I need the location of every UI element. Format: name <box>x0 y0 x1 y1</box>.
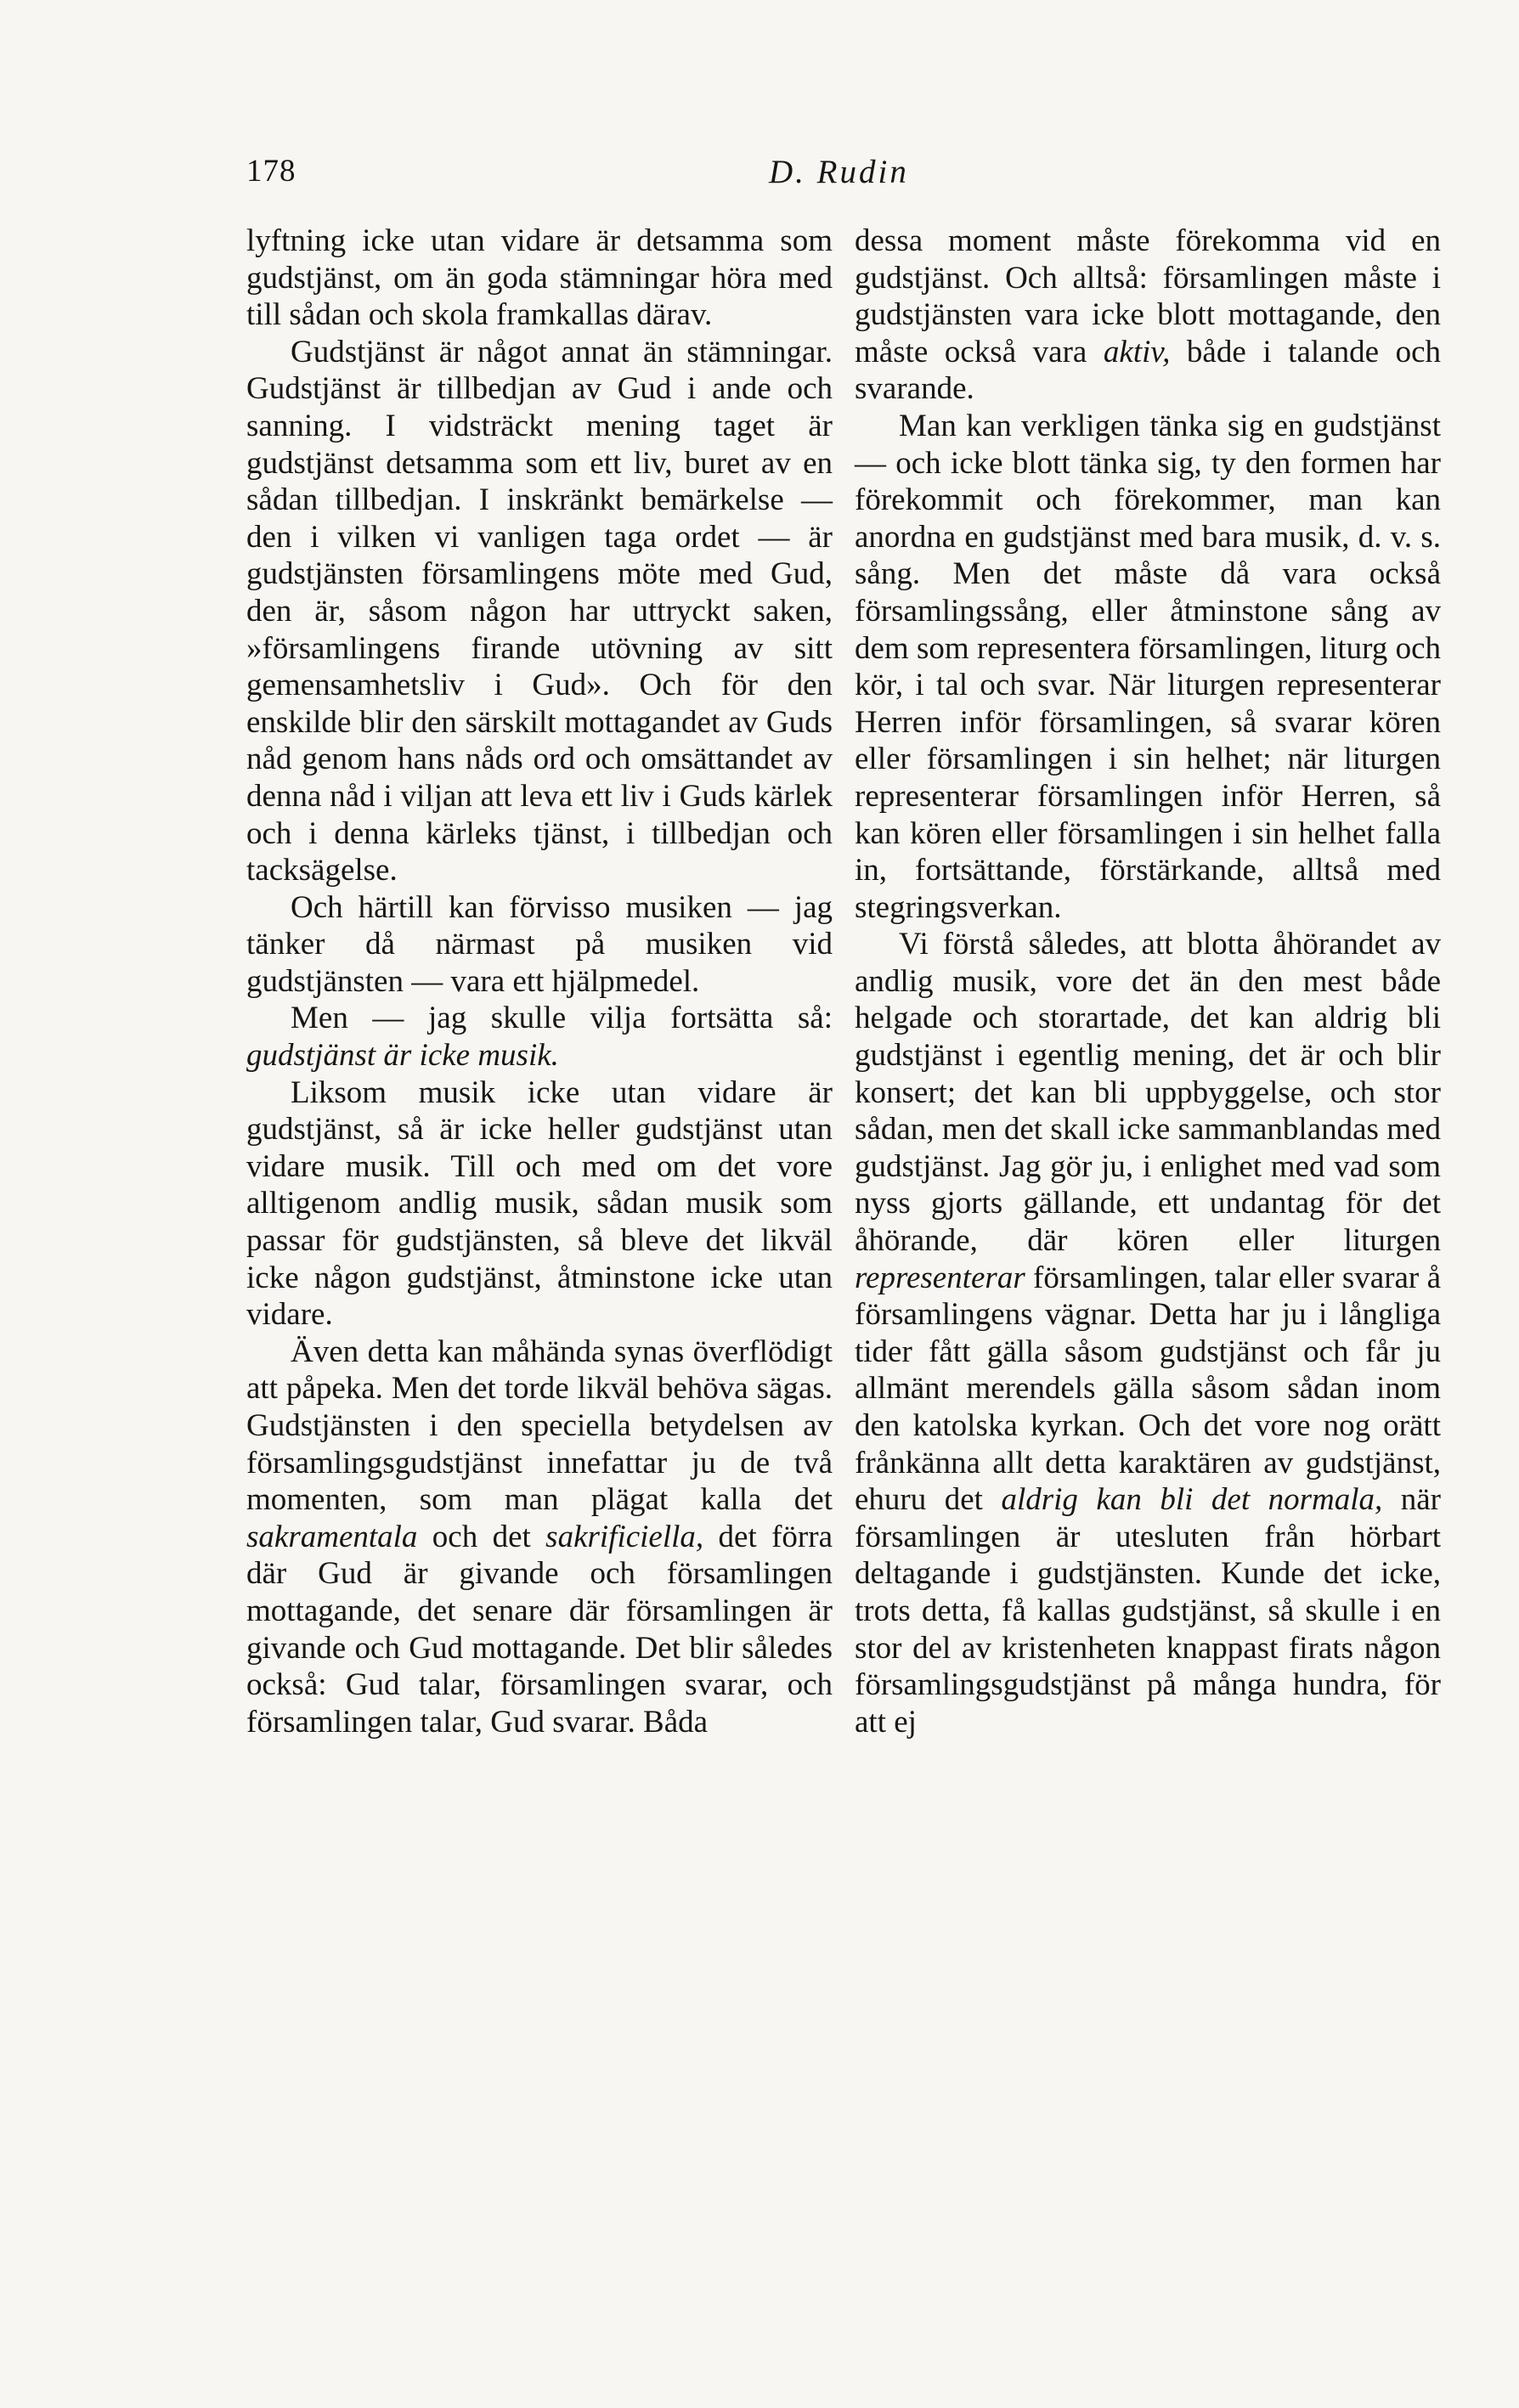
text-run: dessa moment måste förekomma vid en gudstjänst. Och alltså: församlingen måste i gudstjänsten vara icke blott mottagande, den måste också vara <box>855 223 1441 369</box>
paragraph: Och härtill kan förvisso musiken — jag tänker då närmast på musiken vid gudstjänsten — vara ett hjälpmedel. <box>246 889 833 999</box>
text-run: när församlingen är utesluten från hörbart deltagande i gudstjänsten. Kunde det icke, trots detta, få kallas gudstjänst, så skulle i en stor del av kristenheten knappast firats någon församlingsgudstjänst på många hundra, för att ej <box>855 1482 1441 1740</box>
emphasis: aktiv, <box>1103 334 1171 369</box>
right-column <box>855 223 1441 1740</box>
paragraph: lyftning icke utan vidare är detsamma som gudstjänst, om än goda stämningar höra med till sådan och skola framkallas därav. <box>246 223 833 333</box>
running-head: D. Rudin <box>769 154 909 190</box>
paragraph <box>855 926 1441 1740</box>
paragraph <box>855 223 1441 408</box>
emphasis: aldrig kan bli det normala, <box>1001 1482 1383 1518</box>
emphasis: gudstjänst är icke musik. <box>246 1038 559 1074</box>
left-column <box>246 223 833 1740</box>
page-number: 178 <box>246 154 296 189</box>
text-run: det förra där Gud är givande och församlingen mottagande, det senare där församlingen är givande och Gud mottagande. Det blir således också: Gud talar, församlingen svarar, och församlingen talar, Gud svarar. Båda <box>246 1519 833 1740</box>
text-run: och det <box>417 1519 546 1554</box>
paragraph <box>246 1334 833 1741</box>
emphasis: sakrificiella, <box>545 1519 704 1554</box>
text-run: Vi förstå således, att blotta åhörandet av andlig musik, vore det än den mest både helgade och storartade, det kan aldrig bli gudstjänst i egentlig mening, det är och blir konsert; det kan bli uppbyggelse, och stor sådan, men det skall icke sammanblandas med gudstjänst. Jag gör ju, i enlighet med vad som nyss gjorts gällande, ett undantag för det åhörande, där kören eller liturgen <box>855 927 1441 1259</box>
emphasis: sakramentala <box>246 1519 418 1554</box>
paragraph: Gudstjänst är något annat än stämningar. Gudstjänst är tillbedjan av Gud i ande och sanning. I vidsträckt mening taget är gudstjänst detsamma som ett liv, buret av en sådan tillbedjan. I inskränkt bemärkelse — den i vilken vi vanligen taga ordet — är gudstjänsten församlingens möte med Gud, den är, såsom någon har uttryckt saken, »församlingens firande utövning av sitt gemensamhetsliv i Gud». Och för den enskilde blir den särskilt mottagandet av Guds nåd genom hans nåds ord och omsättandet av denna nåd i viljan att leva ett liv i Guds kärlek och i denna kärleks tjänst, i tillbedjan och tacksägelse. <box>246 334 833 888</box>
text-run: församlingen, talar eller svarar å församlingens vägnar. Detta har ju i långliga tider fått gälla såsom gudstjänst och får ju allmänt merendels gälla såsom sådan inom den katolska kyrkan. Och det vore nog orätt frånkänna allt detta karaktären av gudstjänst, ehuru det <box>855 1260 1441 1518</box>
text-run: Men — jag skulle vilja fortsätta så: <box>291 1001 833 1036</box>
text-run: Även detta kan måhända synas överflödigt att påpeka. Men det torde likväl behöva sägas. Gudstjänsten i den speciella betydelsen av församlingsgudstjänst innefattar ju de två momenten, som man plägat kalla det <box>246 1334 833 1518</box>
paragraph <box>246 1000 833 1074</box>
paragraph: Man kan verkligen tänka sig en gudstjänst — och icke blott tänka sig, ty den formen har förekommit och förekommer, man kan anordna en gudstjänst med bara musik, d. v. s. sång. Men det måste då vara också församlingssång, eller åtminstone sång av dem som representera församlingen, liturg och kör, i tal och svar. När liturgen representerar Herren inför församlingen, så svarar kören eller församlingen i sin helhet; när liturgen representerar församlingen inför Herren, så kan kören eller församlingen i sin helhet falla in, fortsättande, förstärkande, alltså med stegringsverkan. <box>855 408 1441 925</box>
text-run: både i talande och svarande. <box>855 334 1441 407</box>
paragraph: Liksom musik icke utan vidare är gudstjänst, så är icke heller gudstjänst utan vidare musik. Till och med om det vore alltigenom andlig musik, sådan musik som passar för gudstjänsten, så bleve det likväl icke någon gudstjänst, åtminstone icke utan vidare. <box>246 1074 833 1333</box>
emphasis: representerar <box>855 1260 1025 1295</box>
